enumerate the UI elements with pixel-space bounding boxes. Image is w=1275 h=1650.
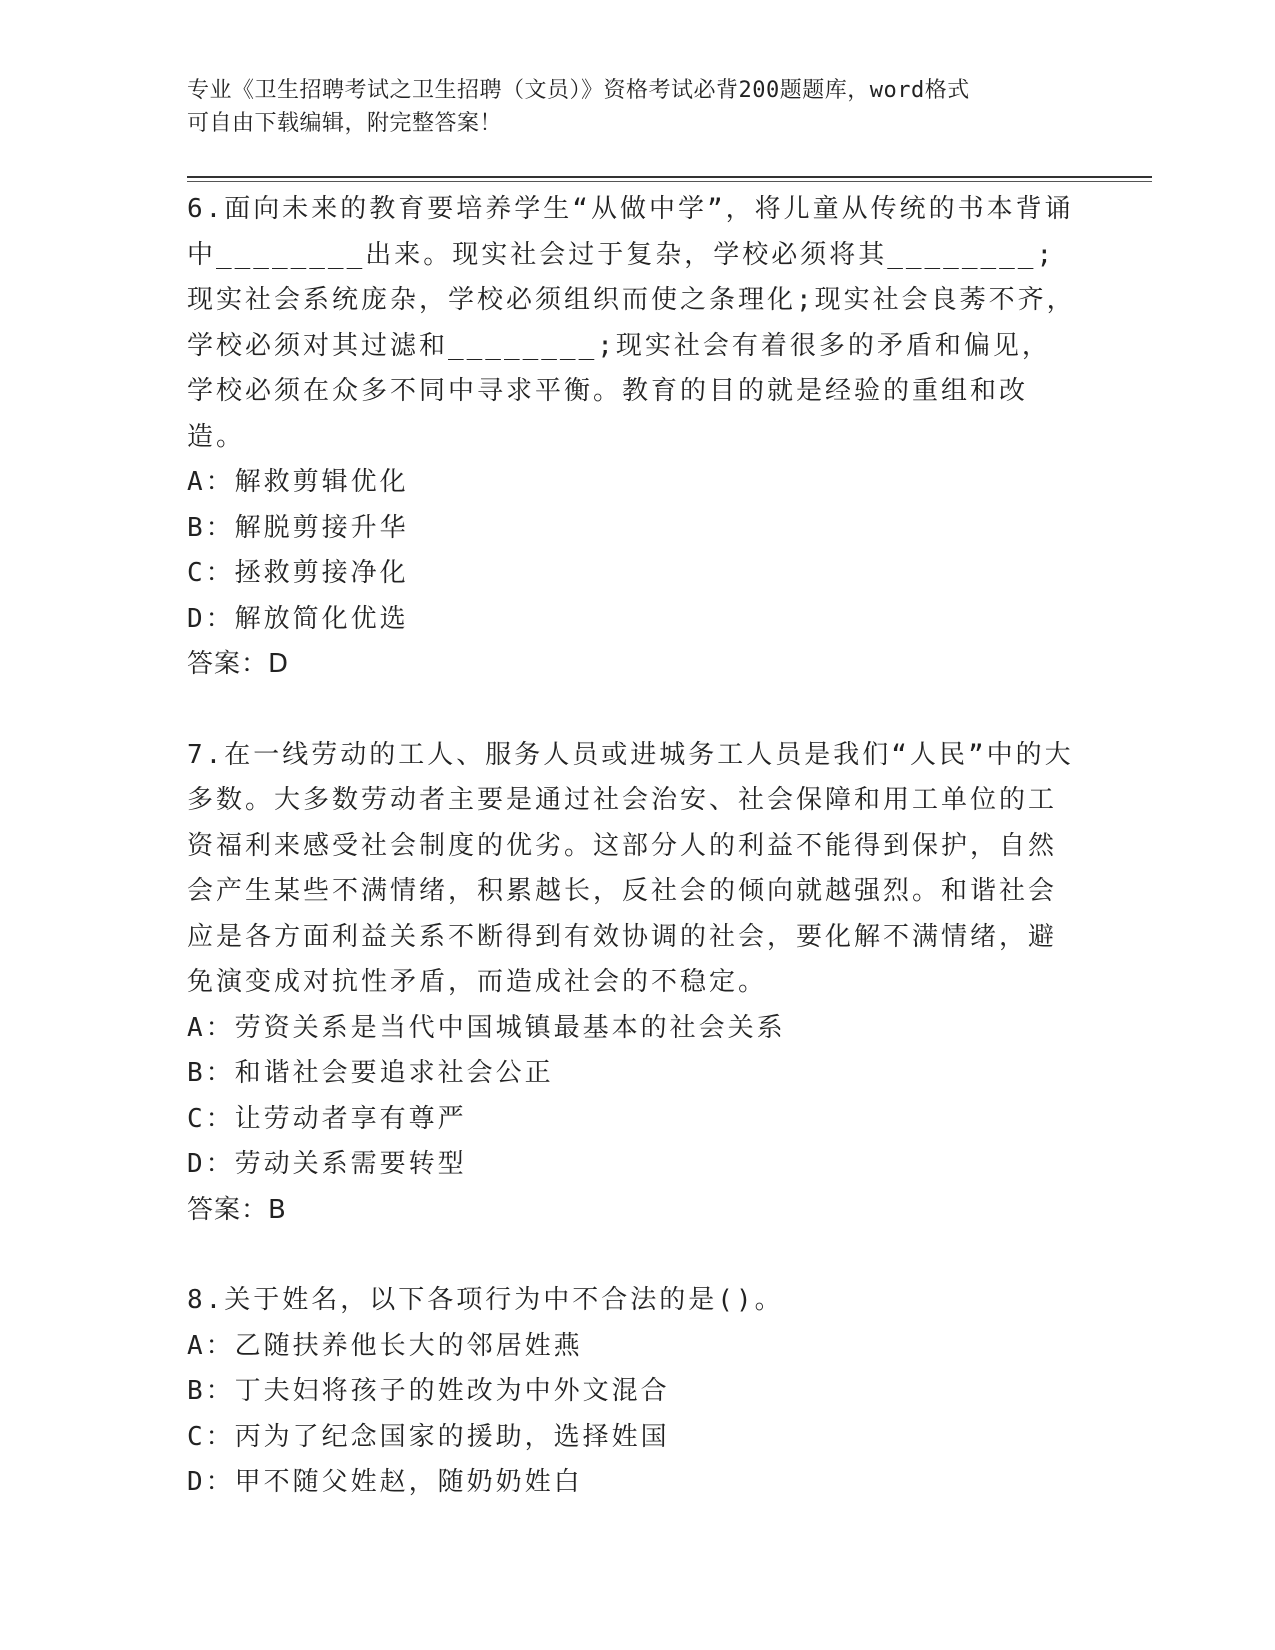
option-d: D：劳动关系需要转型 — [187, 1149, 467, 1179]
option-a: A：乙随扶养他长大的邻居姓燕 — [187, 1330, 583, 1361]
question-text: 8.关于姓名，以下各项行为中不合法的是()。 — [187, 1285, 784, 1315]
question-spacer — [187, 1233, 1077, 1278]
question-7 — [187, 733, 1077, 1234]
option-a: A：解救剪辑优化 — [187, 467, 409, 497]
question-text: 7.在一线劳动的工人、服务人员或进城务工人员是我们“人民”中的大多数。大多数劳动者主要是通过社会治安、社会保障和用工单位的工资福利来感受社会制度的优劣。这部分人的利益不能得到保护，自然会产生某些不满情绪，积累越长，反社会的倾向就越强烈。和谐社会应是各方面利益关系不断得到有效协调的社会，要化解不满情绪，避免演变成对抗性矛盾，而造成社会的不稳定。 — [187, 739, 1074, 997]
option-a: A：劳资关系是当代中国城镇最基本的社会关系 — [187, 1012, 786, 1043]
question-6 — [187, 187, 1077, 688]
page-header — [187, 74, 1067, 140]
option-c: C：丙为了纪念国家的援助，选择姓国 — [187, 1421, 670, 1452]
option-d: D：甲不随父姓赵，随奶奶姓白 — [187, 1467, 583, 1497]
option-d: D：解放简化优选 — [187, 603, 409, 634]
option-b: B：丁夫妇将孩子的姓改为中外文混合 — [187, 1376, 670, 1406]
question-8 — [187, 1278, 1077, 1506]
answer: 答案：B — [187, 1194, 287, 1225]
header-line-1: 专业《卫生招聘考试之卫生招聘（文员）》资格考试必背200题题库，word格式 — [187, 78, 970, 103]
option-b: B：解脱剪接升华 — [187, 512, 409, 543]
option-b: B：和谐社会要追求社会公正 — [187, 1058, 554, 1088]
question-spacer — [187, 688, 1077, 733]
header-rule — [187, 176, 1152, 178]
header-line-2: 可自由下载编辑，附完整答案！ — [187, 111, 503, 136]
answer: 答案：D — [187, 649, 290, 679]
question-list — [187, 187, 1077, 1506]
question-text: 6.面向未来的教育要培养学生“从做中学”，将儿童从传统的书本背诵中________出来。现实社会过于复杂，学校必须将其________;现实社会系统庞杂，学校必须组织而使之条理化;现实社会良莠不齐，学校必须对其过滤和________;现实社会有着很多的矛盾和偏见，学校必须在众多不同中寻求平衡。教育的目的就是经验的重组和改造。 — [187, 194, 1076, 452]
header-rule-thin — [187, 181, 1152, 182]
option-c: C：拯救剪接净化 — [187, 558, 409, 588]
option-c: C：让劳动者享有尊严 — [187, 1103, 467, 1134]
